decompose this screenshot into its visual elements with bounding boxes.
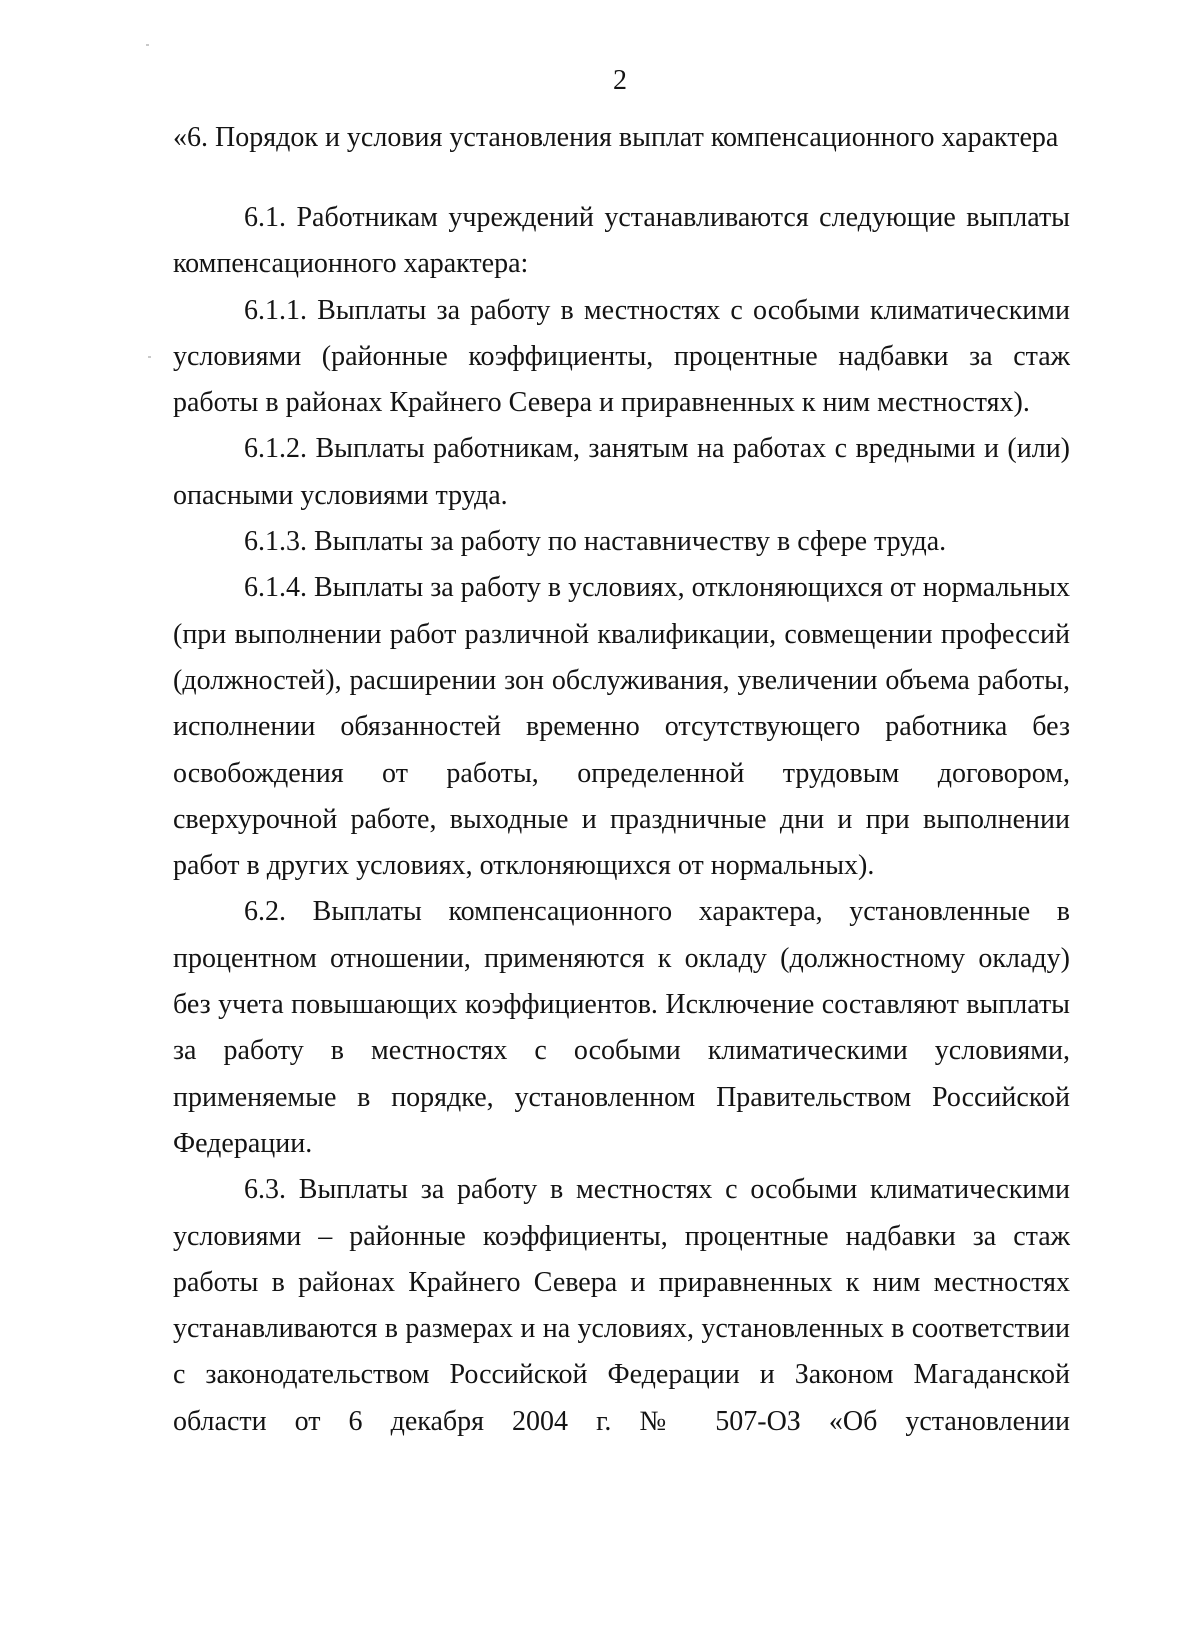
paragraph-6-1-1: 6.1.1. Выплаты за работу в местностях с особыми климатическими условиями (районные коэффициенты, процентные надбавки за стаж работы в районах Крайнего Севера и приравненных к ним местностях). bbox=[173, 294, 1070, 419]
paragraph-6-2: 6.2. Выплаты компенсационного характера, установленные в процентном отношении, применяются к окладу (должностному окладу) без учета повышающих коэффициентов. Исключение составляют выплаты за работу в местностях с особыми климатическими условиями, применяемые в порядке, установленном Правительством Российской Федерации. bbox=[173, 896, 1070, 1159]
scan-speck-left bbox=[148, 356, 151, 358]
paragraph-6-3: 6.3. Выплаты за работу в местностях с особыми климатическими условиями – районные коэффициенты, процентные надбавки за стаж работы в районах Крайнего Севера и приравненных к ним местностях устанавливаются в размерах и на условиях, установленных в соответствии с законодательством Российской Федерации и Законом Магаданской области от 6 декабря 2004 г. № 507-ОЗ «Об установлении bbox=[173, 1174, 1070, 1437]
paragraph-6-1-4: 6.1.4. Выплаты за работу в условиях, отклоняющихся от нормальных (при выполнении работ различной квалификации, совмещении профессий (должностей), расширении зон обслуживания, увеличении объема работы, исполнении обязанностей временно отсутствующего работника без освобождения от работы, определенной трудовым договором, сверхурочной работе, выходные и праздничные дни и при выполнении работ в других условиях, отклоняющихся от нормальных). bbox=[173, 572, 1070, 882]
section-title: «6. Порядок и условия установления выплат компенсационного характера bbox=[173, 122, 1059, 153]
page-number: 2 bbox=[613, 65, 627, 96]
paragraph-6-1-3: 6.1.3. Выплаты за работу по наставничеству в сфере труда. bbox=[244, 526, 947, 558]
paragraph-6-1: 6.1. Работникам учреждений устанавливаются следующие выплаты компенсационного характера: bbox=[173, 202, 1070, 280]
document-body bbox=[173, 195, 1070, 1445]
paragraph-6-1-2: 6.1.2. Выплаты работникам, занятым на работах с вредными и (или) опасными условиями труда. bbox=[173, 433, 1070, 511]
scan-speck-top bbox=[146, 44, 149, 46]
